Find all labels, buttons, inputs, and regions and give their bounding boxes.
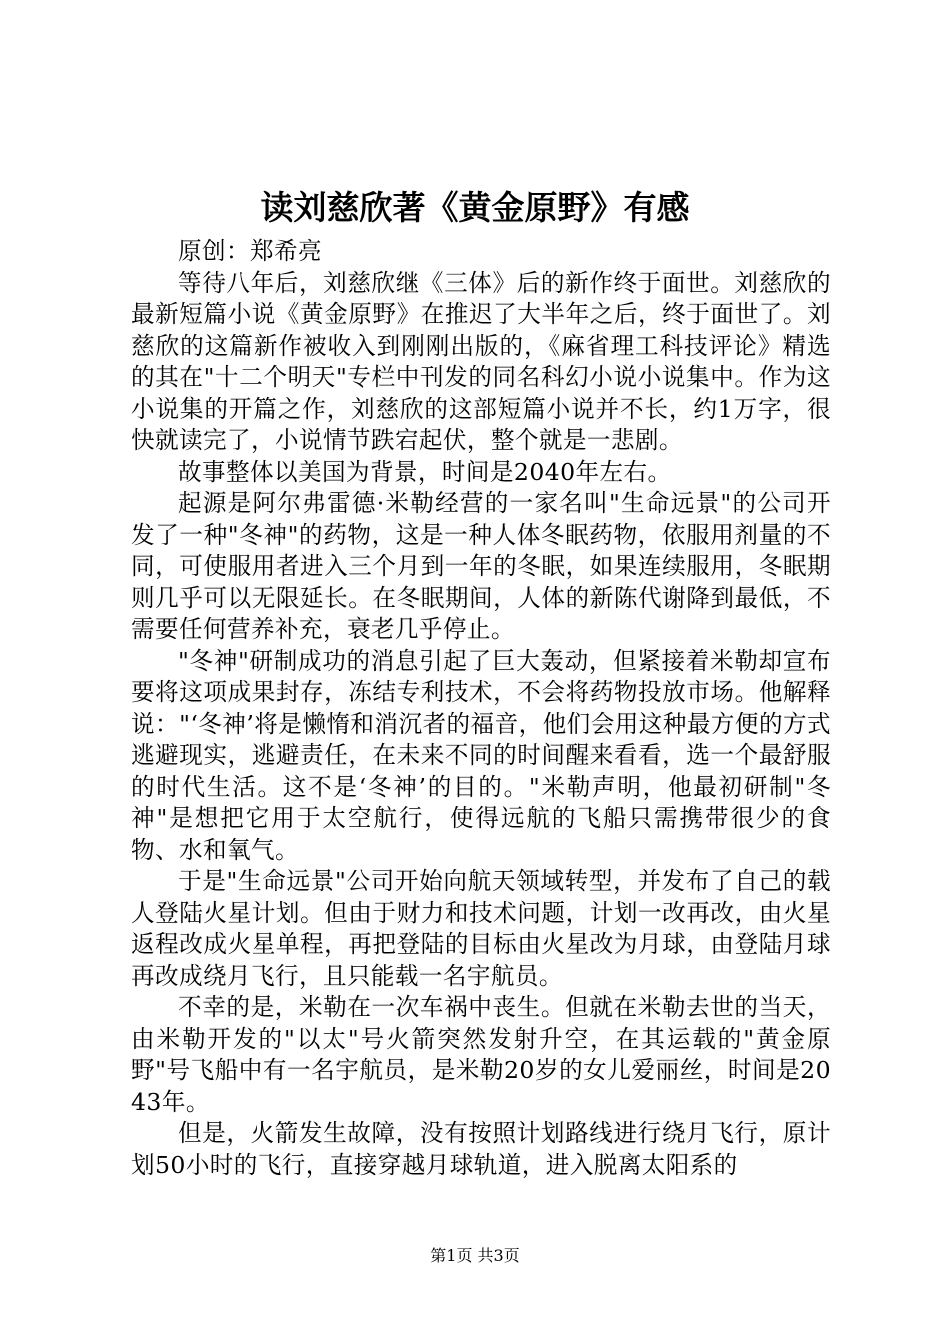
paragraph: 不幸的是，米勒在一次车祸中丧生。但就在米勒去世的当天，由米勒开发的"以太"号火箭突然发射升空，在其运载的"黄金原野"号飞船中有一名宇航员，是米勒20岁的女儿爱丽丝，时间是2043年。	[131, 993, 831, 1116]
page-number-footer: 第1页 共3页	[430, 1246, 520, 1265]
paragraph: 起源是阿尔弗雷德·米勒经营的一家名叫"生命远景"的公司开发了一种"冬神"的药物，这是一种人体冬眠药物，依服用剂量的不同，可使服用者进入三个月到一年的冬眠，如果连续服用，冬眠期则几乎可以无限延长。在冬眠期间，人体的新陈代谢降到最低，不需要任何营养补充，衰老几乎停止。	[131, 489, 831, 643]
author-line: 原创：郑希亮	[178, 237, 322, 265]
paragraph: 但是，火箭发生故障，没有按照计划路线进行绕月飞行，原计划50小时的飞行，直接穿越月球轨道，进入脱离太阳系的	[131, 1119, 831, 1179]
paragraph: 于是"生命远景"公司开始向航天领域转型，并发布了自己的载人登陆火星计划。但由于财力和技术问题，计划一改再改，由火星返程改成火星单程，再把登陆的目标由火星改为月球，由登陆月球再改成绕月飞行，且只能载一名宇航员。	[131, 867, 831, 990]
document-title: 读刘慈欣著《黄金原野》有感	[260, 188, 690, 227]
document-body	[131, 236, 831, 1181]
paragraph: 等待八年后，刘慈欣继《三体》后的新作终于面世。刘慈欣的最新短篇小说《黄金原野》在推迟了大半年之后，终于面世了。刘慈欣的这篇新作被收入到刚刚出版的，《麻省理工科技评论》精选的其在"十二个明天"专栏中刊发的同名科幻小说小说集中。作为这小说集的开篇之作，刘慈欣的这部短篇小说并不长，约1万字，很快就读完了，小说情节跌宕起伏，整个就是一悲剧。	[131, 268, 831, 454]
paragraph: "冬神"研制成功的消息引起了巨大轰动，但紧接着米勒却宣布要将这项成果封存，冻结专利技术，不会将药物投放市场。他解释说："‘冬神’将是懒惰和消沉者的福音，他们会用这种最方便的方式逃避现实，逃避责任，在未来不同的时间醒来看看，选一个最舒服的时代生活。这不是‘冬神’的目的。"米勒声明，他最初研制"冬神"是想把它用于太空航行，使得远航的飞船只需携带很少的食物、水和氧气。	[131, 646, 831, 864]
paragraph: 故事整体以美国为背景，时间是2040年左右。	[178, 457, 672, 486]
